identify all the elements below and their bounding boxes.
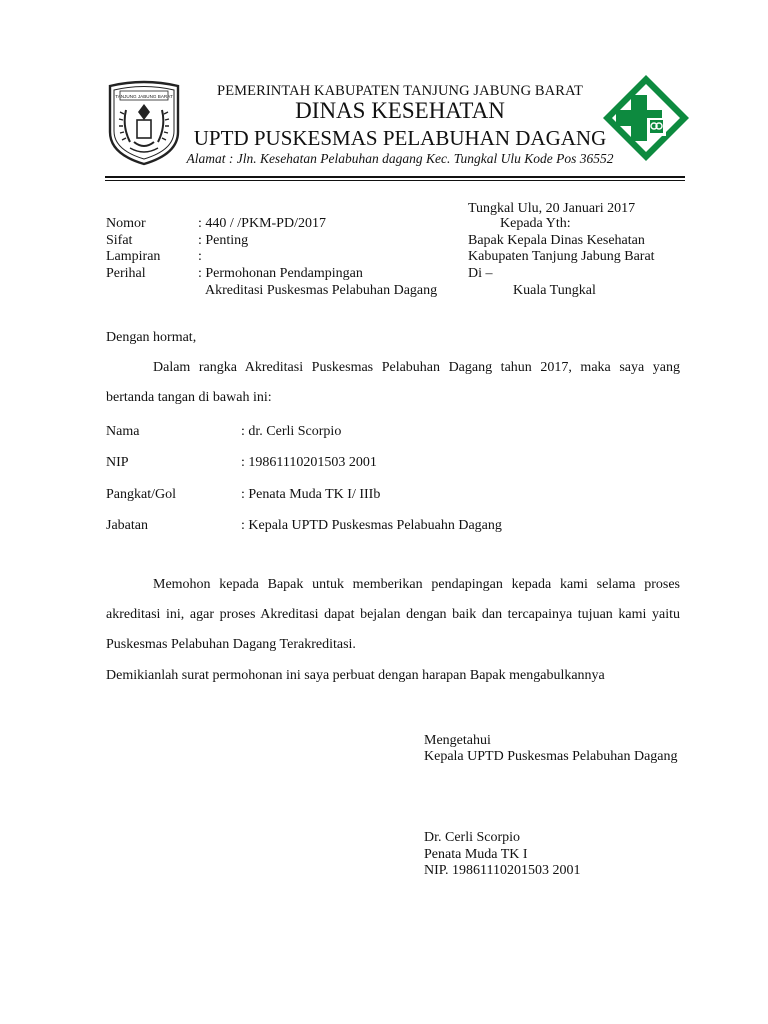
meta-label-nomor: Nomor: [106, 216, 146, 231]
identity-value-pangkat: : Penata Muda TK I/ IIIb: [241, 487, 381, 502]
signature-name: Dr. Cerli Scorpio: [424, 830, 521, 845]
signature-position: Kepala UPTD Puskesmas Pelabuhan Dagang: [424, 749, 678, 764]
letterhead-agency: DINAS KESEHATAN: [295, 98, 505, 123]
letter-date: Tungkal Ulu, 20 Januari 2017: [468, 201, 636, 216]
signature-nip: NIP. 19861110201503 2001: [424, 863, 581, 878]
meta-label-perihal: Perihal: [106, 266, 146, 281]
identity-value-nip: : 19861110201503 2001: [241, 455, 377, 470]
intro-paragraph: Dalam rangka Akreditasi Puskesmas Pelabuhan Dagang tahun 2017, maka saya yang bertanda tangan di bawah ini:: [106, 360, 680, 405]
meta-value-lampiran: :: [198, 249, 202, 264]
recipient-greeting: Kepada Yth:: [500, 216, 571, 231]
recipient-di: Di –: [468, 266, 493, 281]
recipient-regency: Kabupaten Tanjung Jabung Barat: [468, 249, 655, 264]
meta-value-perihal: : Permohonan Pendampingan: [198, 266, 363, 281]
signature-acknowledged: Mengetahui: [424, 733, 491, 748]
letterhead-divider: [105, 176, 685, 178]
identity-label-nama: Nama: [106, 424, 140, 439]
recipient-title: Bapak Kepala Dinas Kesehatan: [468, 233, 645, 248]
signature-rank: Penata Muda TK I: [424, 847, 528, 862]
request-paragraph: Memohon kepada Bapak untuk memberikan pendapingan kepada kami selama proses akreditasi ini, agar proses Akreditasi dapat bejalan dengan baik dan tercapainya tujuan kami yaitu Puskesmas Pelabuhan Dagang Terakreditasi.: [106, 577, 680, 652]
letterhead-unit: UPTD PUSKESMAS PELABUHAN DAGANG: [193, 126, 607, 150]
identity-value-nama: : dr. Cerli Scorpio: [241, 424, 342, 439]
letterhead-address: Alamat : Jln. Kesehatan Pelabuhan dagang Kec. Tungkal Ulu Kode Pos 36552: [186, 151, 614, 166]
recipient-city: Kuala Tungkal: [513, 283, 596, 298]
closing-sentence: Demikianlah surat permohonan ini saya perbuat dengan harapan Bapak mengabulkannya: [106, 668, 605, 683]
letterhead-divider-thin: [105, 180, 685, 181]
meta-label-lampiran: Lampiran: [106, 249, 161, 264]
meta-label-sifat: Sifat: [106, 233, 133, 248]
letterhead-government: PEMERINTAH KABUPATEN TANJUNG JABUNG BARAT: [217, 83, 583, 99]
identity-label-jabatan: Jabatan: [106, 518, 148, 533]
meta-value-sifat: : Penting: [198, 233, 249, 248]
identity-label-nip: NIP: [106, 455, 129, 470]
greeting: Dengan hormat,: [106, 330, 197, 345]
svg-text:TANJUNG JABUNG BARAT: TANJUNG JABUNG BARAT: [115, 94, 173, 99]
meta-value-perihal-cont: Akreditasi Puskesmas Pelabuhan Dagang: [205, 283, 438, 298]
meta-value-nomor: : 440 / /PKM-PD/2017: [198, 216, 326, 231]
identity-label-pangkat: Pangkat/Gol: [106, 487, 176, 502]
identity-value-jabatan: : Kepala UPTD Puskesmas Pelabuahn Dagang: [241, 518, 502, 533]
